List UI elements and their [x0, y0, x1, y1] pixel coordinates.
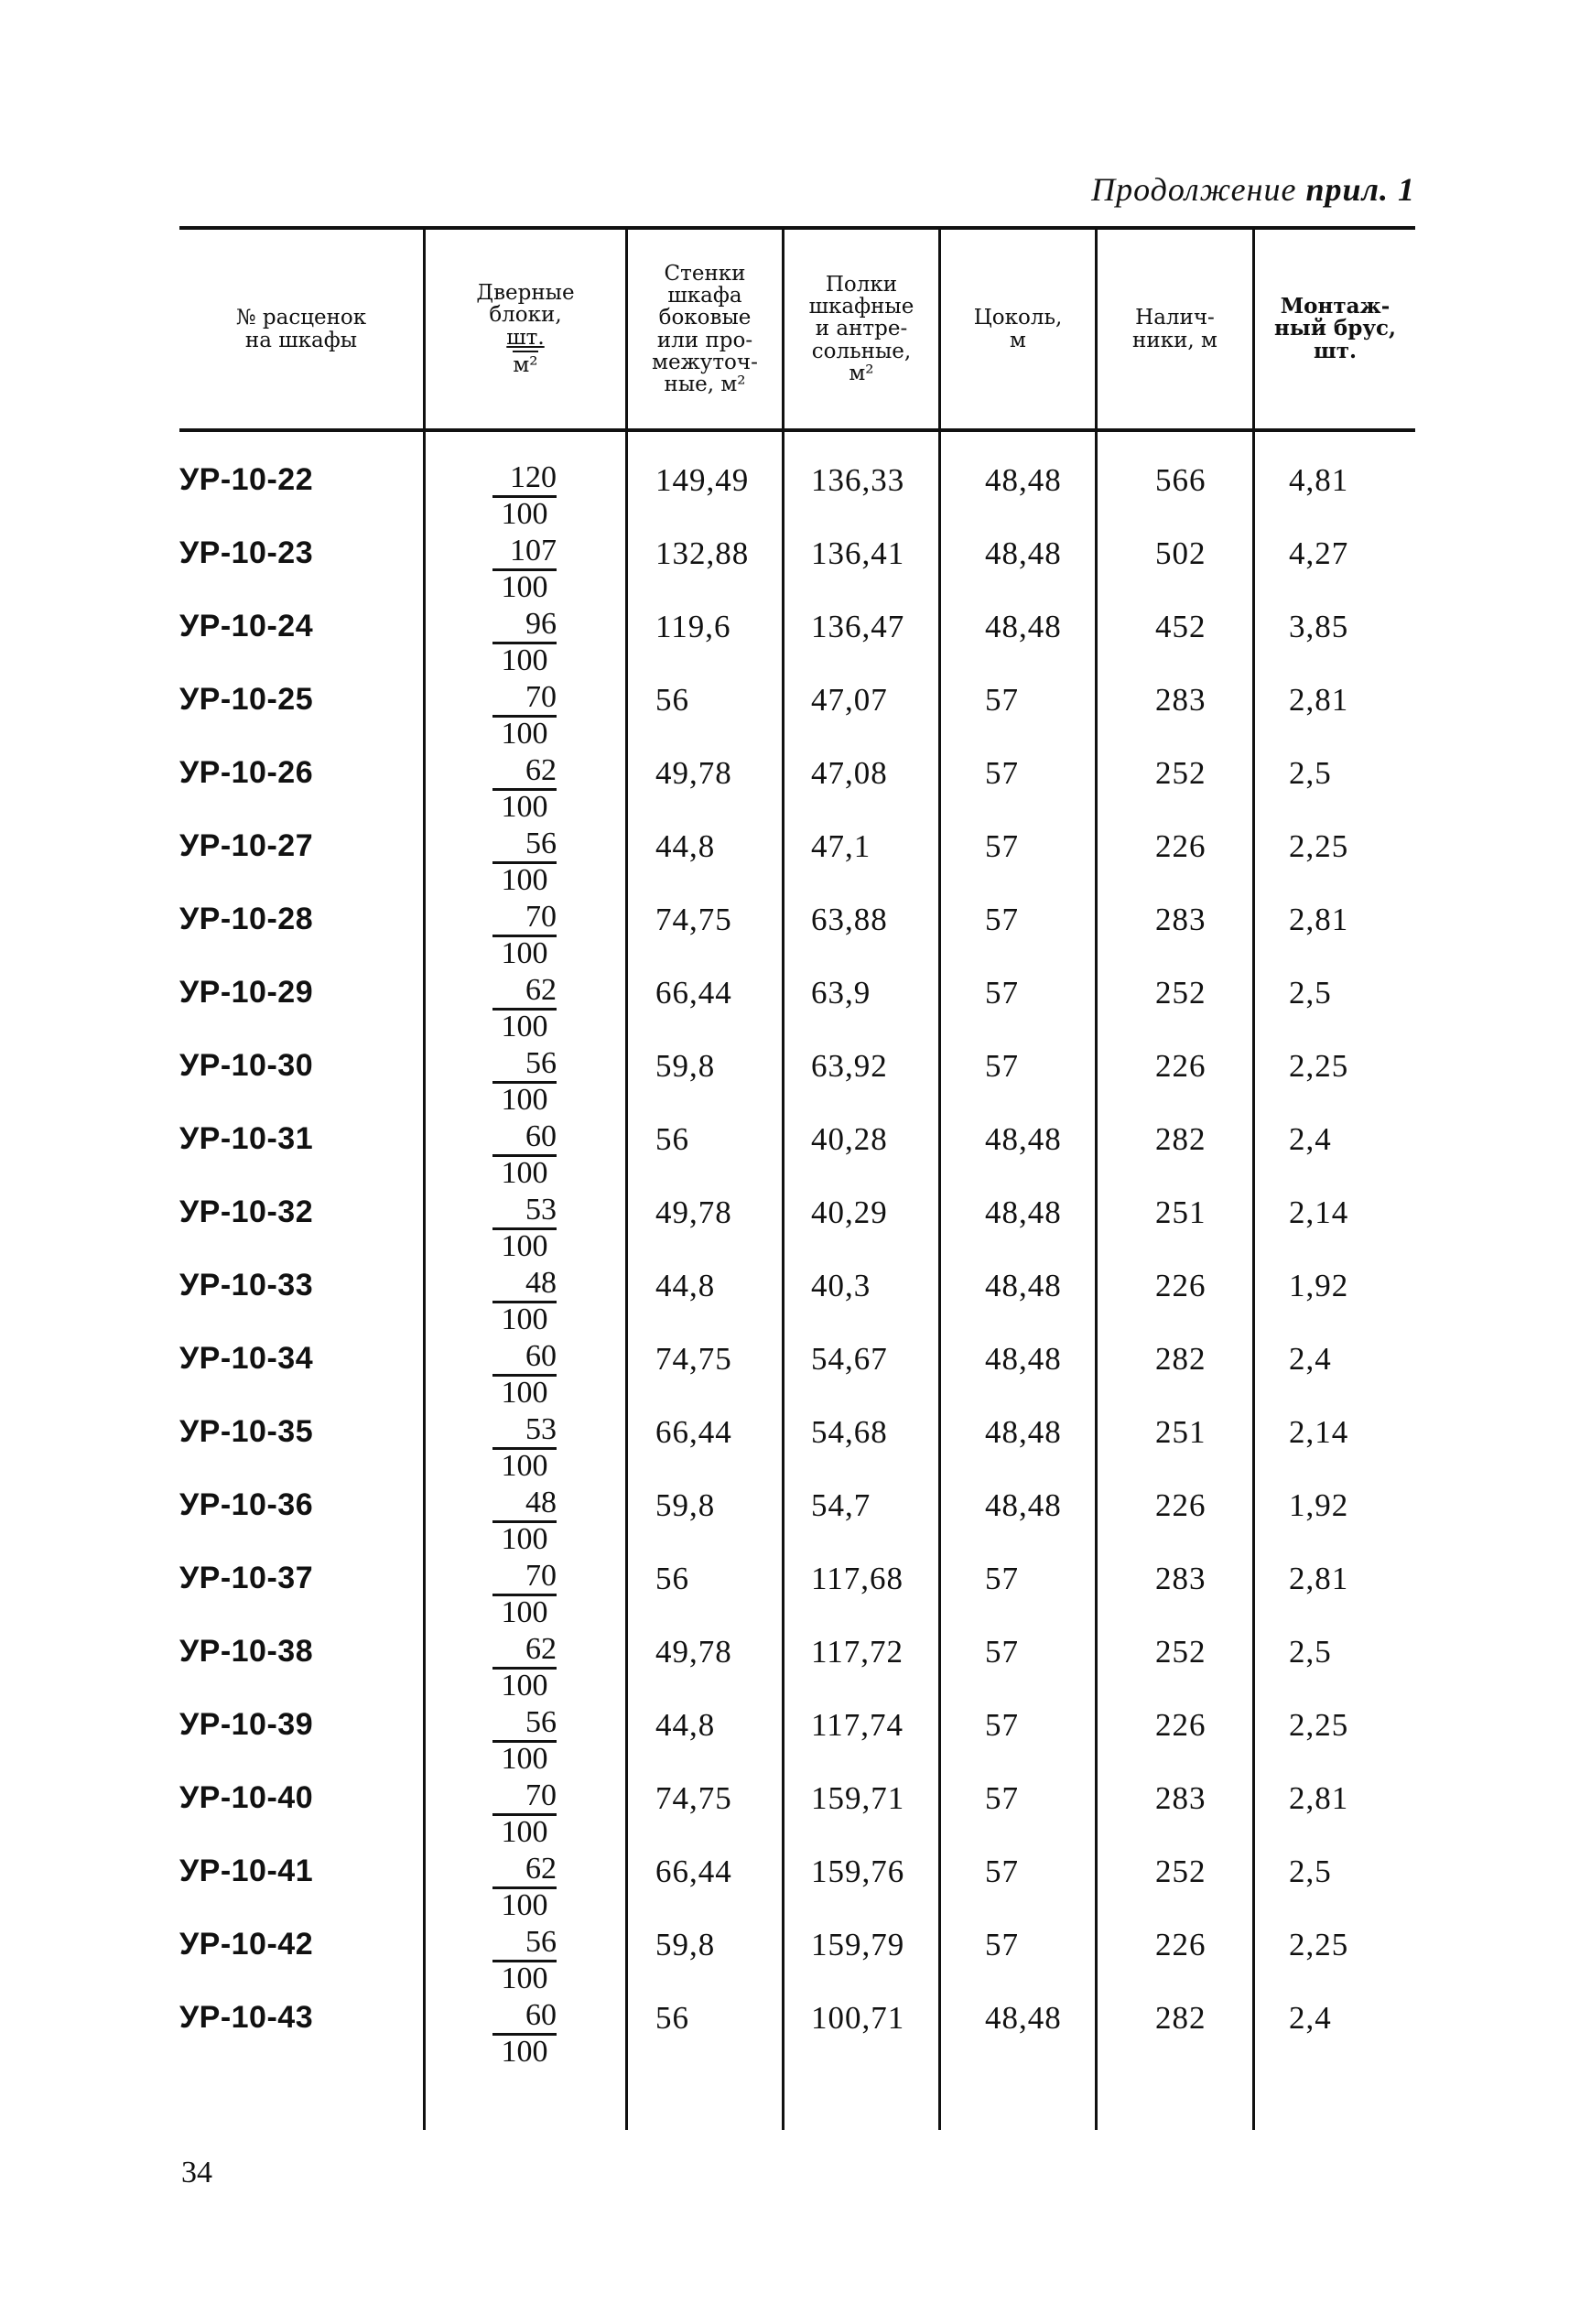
- doors-value: 56: [525, 1705, 557, 1739]
- row-code: УР-10-38: [179, 1634, 314, 1669]
- row-code: УР-10-23: [179, 535, 314, 570]
- cell-beam: 1,92: [1289, 1487, 1349, 1523]
- cell-shelves: 100,71: [811, 2000, 905, 2036]
- cell-plinth: 57: [985, 1561, 1019, 1596]
- continuation-text: Продолжение: [1091, 171, 1297, 208]
- cell-plinth: 57: [985, 755, 1019, 791]
- cell-trim: 252: [1155, 1634, 1207, 1670]
- cell-shelves: 47,1: [811, 828, 871, 864]
- cell-walls: 74,75: [655, 1780, 732, 1816]
- cell-walls: 66,44: [655, 1854, 732, 1889]
- cell-walls: 119,6: [655, 609, 731, 644]
- cell-beam: 2,81: [1289, 1780, 1349, 1816]
- cell-beam: 1,92: [1289, 1268, 1349, 1303]
- cell-trim: 226: [1155, 1268, 1207, 1303]
- doors-value: 70: [525, 1559, 557, 1593]
- cell-beam: 2,5: [1289, 1634, 1332, 1670]
- cell-beam: 2,81: [1289, 1561, 1349, 1596]
- cell-walls: 66,44: [655, 1414, 732, 1450]
- doors-value: 56: [525, 1925, 557, 1959]
- cell-shelves: 159,76: [811, 1854, 905, 1889]
- cell-shelves: 40,29: [811, 1194, 888, 1230]
- doors-fraction: [492, 1119, 557, 1190]
- cell-trim: 566: [1155, 462, 1207, 498]
- cell-beam: 2,25: [1289, 1927, 1349, 1962]
- header-doors: [426, 230, 625, 428]
- doors-fraction: [492, 1852, 557, 1922]
- doors-value: 62: [525, 1852, 557, 1886]
- cell-trim: 283: [1155, 682, 1207, 718]
- cell-shelves: 47,08: [811, 755, 888, 791]
- doors-fraction: [492, 827, 557, 897]
- row-code: УР-10-43: [179, 2000, 314, 2035]
- doors-value: 48: [525, 1266, 557, 1300]
- doors-value: 60: [525, 1998, 557, 2032]
- continuation-label: [1091, 170, 1415, 209]
- cell-trim: 283: [1155, 1780, 1207, 1816]
- cell-beam: 2,5: [1289, 755, 1332, 791]
- cell-plinth: 57: [985, 1707, 1019, 1743]
- rates-table: [179, 226, 1415, 2130]
- header-bottom-rule: [179, 428, 1415, 432]
- cell-walls: 132,88: [655, 535, 750, 571]
- cell-plinth: 57: [985, 1780, 1019, 1816]
- col-divider-4: [938, 230, 941, 2130]
- cell-plinth: 48,48: [985, 462, 1062, 498]
- cell-shelves: 54,7: [811, 1487, 871, 1523]
- cell-plinth: 48,48: [985, 1121, 1062, 1157]
- cell-walls: 74,75: [655, 1341, 732, 1377]
- cell-beam: 2,4: [1289, 1121, 1332, 1157]
- cell-plinth: 57: [985, 1927, 1019, 1962]
- doors-denominator: 100: [492, 1008, 557, 1043]
- doors-fraction: [492, 607, 557, 677]
- cell-beam: 2,25: [1289, 1707, 1349, 1743]
- doors-denominator: 100: [492, 1081, 557, 1117]
- doors-denominator: 100: [492, 495, 557, 531]
- row-code: УР-10-33: [179, 1268, 314, 1303]
- col-divider-1: [423, 230, 426, 2130]
- doors-fraction: [492, 1193, 557, 1263]
- cell-plinth: 57: [985, 682, 1019, 718]
- doors-fraction: [492, 1339, 557, 1410]
- cell-beam: 2,5: [1289, 975, 1332, 1011]
- doors-denominator: 100: [492, 568, 557, 604]
- cell-walls: 59,8: [655, 1048, 716, 1084]
- cell-beam: 2,14: [1289, 1194, 1349, 1230]
- doors-value: 56: [525, 827, 557, 860]
- cell-shelves: 63,9: [811, 975, 871, 1011]
- doors-fraction: [492, 1559, 557, 1629]
- doors-denominator: 100: [492, 1740, 557, 1776]
- doors-value: 62: [525, 753, 557, 787]
- row-code: УР-10-39: [179, 1707, 314, 1742]
- cell-walls: 56: [655, 682, 689, 718]
- cell-trim: 283: [1155, 902, 1207, 937]
- cell-plinth: 57: [985, 1634, 1019, 1670]
- cell-trim: 282: [1155, 1121, 1207, 1157]
- doors-fraction: [492, 1412, 557, 1483]
- cell-trim: 282: [1155, 1341, 1207, 1377]
- doors-denominator: 100: [492, 642, 557, 677]
- doors-value: 70: [525, 1778, 557, 1812]
- cell-walls: 74,75: [655, 902, 732, 937]
- doors-value: 70: [525, 680, 557, 714]
- cell-trim: 502: [1155, 535, 1207, 571]
- header-doors-unit: шт.: [506, 325, 545, 350]
- doors-fraction: [492, 1632, 557, 1702]
- doors-value: 62: [525, 973, 557, 1007]
- cell-trim: 252: [1155, 755, 1207, 791]
- doors-value: 60: [525, 1339, 557, 1373]
- cell-trim: 282: [1155, 2000, 1207, 2036]
- cell-plinth: 48,48: [985, 1414, 1062, 1450]
- doors-denominator: 100: [492, 1301, 557, 1336]
- cell-plinth: 48,48: [985, 2000, 1062, 2036]
- cell-trim: 252: [1155, 975, 1207, 1011]
- row-code: УР-10-40: [179, 1780, 314, 1815]
- cell-shelves: 117,68: [811, 1561, 904, 1596]
- header-plinth: Цоколь, м: [973, 306, 1063, 352]
- doors-value: 53: [525, 1193, 557, 1227]
- cell-trim: 252: [1155, 1854, 1207, 1889]
- doors-fraction: [492, 680, 557, 751]
- cell-trim: 251: [1155, 1414, 1207, 1450]
- row-code: УР-10-42: [179, 1927, 314, 1962]
- row-code: УР-10-34: [179, 1341, 314, 1376]
- cell-walls: 49,78: [655, 1194, 732, 1230]
- cell-walls: 66,44: [655, 975, 732, 1011]
- doors-value: 60: [525, 1119, 557, 1153]
- doors-fraction: [492, 753, 557, 824]
- doors-fraction: [492, 1486, 557, 1556]
- cell-shelves: 117,72: [811, 1634, 904, 1670]
- doors-denominator: 100: [492, 1667, 557, 1702]
- header-code: № расценок на шкафы: [235, 306, 367, 352]
- cell-plinth: 48,48: [985, 1194, 1062, 1230]
- cell-walls: 56: [655, 2000, 689, 2036]
- doors-value: 62: [525, 1632, 557, 1666]
- cell-walls: 56: [655, 1561, 689, 1596]
- doors-denominator: 100: [492, 1813, 557, 1849]
- row-code: УР-10-29: [179, 975, 314, 1010]
- cell-shelves: 54,68: [811, 1414, 888, 1450]
- doors-denominator: 100: [492, 1374, 557, 1410]
- doors-fraction: [492, 900, 557, 970]
- row-code: УР-10-35: [179, 1414, 314, 1449]
- row-code: УР-10-32: [179, 1194, 314, 1229]
- row-code: УР-10-28: [179, 902, 314, 936]
- cell-walls: 59,8: [655, 1487, 716, 1523]
- cell-beam: 2,14: [1289, 1414, 1349, 1450]
- row-code: УР-10-22: [179, 462, 314, 497]
- cell-beam: 3,85: [1289, 609, 1349, 644]
- doors-denominator: 100: [492, 1594, 557, 1629]
- doors-denominator: 100: [492, 1520, 557, 1556]
- doors-value: 56: [525, 1046, 557, 1080]
- doors-value: 48: [525, 1486, 557, 1519]
- row-code: УР-10-26: [179, 755, 314, 790]
- row-code: УР-10-41: [179, 1854, 314, 1888]
- doors-denominator: 100: [492, 935, 557, 970]
- cell-shelves: 54,67: [811, 1341, 888, 1377]
- cell-beam: 2,4: [1289, 1341, 1332, 1377]
- doors-denominator: 100: [492, 861, 557, 897]
- doors-value: 107: [510, 534, 557, 567]
- cell-beam: 2,4: [1289, 2000, 1332, 2036]
- cell-beam: 2,81: [1289, 682, 1349, 718]
- cell-shelves: 136,47: [811, 609, 905, 644]
- doors-fraction: [492, 534, 557, 604]
- cell-walls: 44,8: [655, 828, 716, 864]
- doors-denominator: 100: [492, 1886, 557, 1922]
- cell-plinth: 48,48: [985, 1268, 1062, 1303]
- cell-shelves: 159,71: [811, 1780, 905, 1816]
- cell-plinth: 57: [985, 902, 1019, 937]
- cell-beam: 2,81: [1289, 902, 1349, 937]
- doors-value: 70: [525, 900, 557, 934]
- row-code: УР-10-25: [179, 682, 314, 717]
- cell-plinth: 57: [985, 1854, 1019, 1889]
- cell-plinth: 48,48: [985, 609, 1062, 644]
- doors-value: 120: [510, 460, 557, 494]
- cell-plinth: 57: [985, 1048, 1019, 1084]
- appendix-ref: прил. 1: [1305, 171, 1415, 208]
- cell-walls: 149,49: [655, 462, 750, 498]
- cell-trim: 226: [1155, 1927, 1207, 1962]
- doors-denominator: 100: [492, 788, 557, 824]
- row-code: УР-10-24: [179, 609, 314, 643]
- cell-walls: 44,8: [655, 1707, 716, 1743]
- doors-fraction: [492, 1266, 557, 1336]
- cell-trim: 452: [1155, 609, 1207, 644]
- header-doors-frac: [476, 282, 574, 376]
- page-number: 34: [181, 2156, 212, 2189]
- doors-denominator: 100: [492, 1447, 557, 1483]
- cell-walls: 49,78: [655, 1634, 732, 1670]
- doors-fraction: [492, 1778, 557, 1849]
- doors-denominator: 100: [492, 1960, 557, 1995]
- cell-walls: 49,78: [655, 755, 732, 791]
- cell-trim: 226: [1155, 1707, 1207, 1743]
- row-code: УР-10-31: [179, 1121, 314, 1156]
- doors-denominator: 100: [492, 2033, 557, 2069]
- col-divider-3: [782, 230, 784, 2130]
- doors-fraction: [492, 460, 557, 531]
- doors-denominator: 100: [492, 1154, 557, 1190]
- cell-shelves: 136,33: [811, 462, 905, 498]
- cell-plinth: 57: [985, 975, 1019, 1011]
- doors-fraction: [492, 1925, 557, 1995]
- header-walls: Стенки шкафа боковые или про- межуточ- ные, м²: [652, 262, 758, 396]
- doors-fraction: [492, 973, 557, 1043]
- cell-trim: 226: [1155, 1048, 1207, 1084]
- cell-beam: 2,25: [1289, 1048, 1349, 1084]
- col-divider-5: [1095, 230, 1098, 2130]
- cell-shelves: 40,3: [811, 1268, 871, 1303]
- cell-shelves: 136,41: [811, 535, 905, 571]
- header-doors-top: Дверные блоки,: [476, 281, 575, 328]
- cell-walls: 56: [655, 1121, 689, 1157]
- cell-shelves: 47,07: [811, 682, 888, 718]
- doors-denominator: 100: [492, 715, 557, 751]
- doors-value: 53: [525, 1412, 557, 1446]
- doors-fraction: [492, 1705, 557, 1776]
- cell-shelves: 63,88: [811, 902, 888, 937]
- header-beam: Монтаж- ный брус, шт.: [1273, 294, 1397, 363]
- cell-trim: 251: [1155, 1194, 1207, 1230]
- doors-denominator: 100: [492, 1227, 557, 1263]
- row-code: УР-10-37: [179, 1561, 314, 1595]
- cell-plinth: 48,48: [985, 1487, 1062, 1523]
- cell-beam: 2,25: [1289, 828, 1349, 864]
- cell-shelves: 117,74: [811, 1707, 904, 1743]
- cell-plinth: 57: [985, 828, 1019, 864]
- cell-shelves: 63,92: [811, 1048, 888, 1084]
- header-shelves: Полки шкафные и антре- сольные, м²: [808, 273, 914, 385]
- row-code: УР-10-27: [179, 828, 314, 863]
- doors-value: 96: [525, 607, 557, 641]
- col-divider-6: [1252, 230, 1255, 2130]
- cell-plinth: 48,48: [985, 535, 1062, 571]
- cell-beam: 2,5: [1289, 1854, 1332, 1889]
- cell-trim: 283: [1155, 1561, 1207, 1596]
- header-trim: Налич- ники, м: [1132, 306, 1217, 352]
- cell-trim: 226: [1155, 828, 1207, 864]
- row-code: УР-10-36: [179, 1487, 314, 1522]
- cell-trim: 226: [1155, 1487, 1207, 1523]
- cell-plinth: 48,48: [985, 1341, 1062, 1377]
- cell-walls: 44,8: [655, 1268, 716, 1303]
- doors-fraction: [492, 1046, 557, 1117]
- row-code: УР-10-30: [179, 1048, 314, 1083]
- cell-beam: 4,81: [1289, 462, 1349, 498]
- header-doors-den: м²: [513, 351, 537, 376]
- col-divider-2: [625, 230, 628, 2130]
- doors-fraction: [492, 1998, 557, 2069]
- cell-shelves: 159,79: [811, 1927, 905, 1962]
- cell-shelves: 40,28: [811, 1121, 888, 1157]
- cell-walls: 59,8: [655, 1927, 716, 1962]
- cell-beam: 4,27: [1289, 535, 1349, 571]
